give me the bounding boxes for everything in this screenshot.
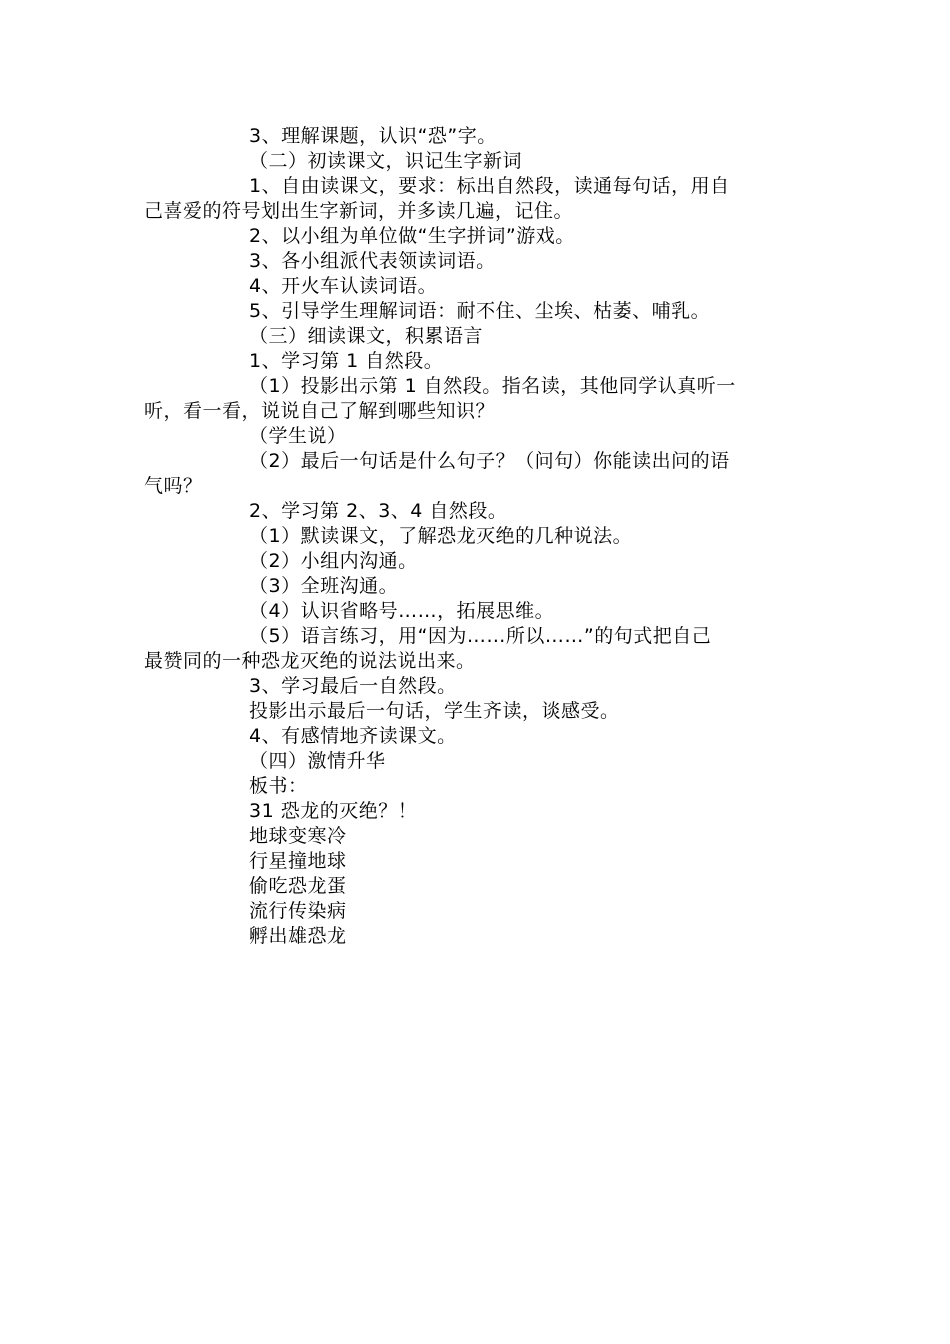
blackboard-item-3: 偷吃恐龙蛋 [249,875,347,897]
sub-item-3-class-talk: （3）全班沟通。 [249,575,399,597]
step-1-free-reading-cont: 己喜爱的符号划出生字新词，并多读几遍，记住。 [144,200,574,222]
blackboard-item-2: 行星撞地球 [249,850,347,872]
item-2-question-cont: 气吗？ [144,475,203,497]
blackboard-label: 板书： [249,775,308,797]
blackboard-item-5: 孵出雄恐龙 [249,925,347,947]
sub-item-4-ellipsis: （4）认识省略号……，拓展思维。 [249,600,555,622]
step-4-read-with-feeling: 4、有感情地齐读课文。 [249,725,457,747]
section-2-heading: （二）初读课文，识记生字新词 [249,150,523,172]
section-4-heading: （四）激情升华 [249,750,386,772]
study-paragraphs-2-4: 2、学习第 2、3、4 自然段。 [249,500,508,522]
item-1-projection-cont: 听，看一看，说说自己了解到哪些知识？ [144,400,496,422]
step-3-understand-title: 3、理解课题，认识“恐”字。 [249,125,497,147]
study-last-paragraph: 3、学习最后一自然段。 [249,675,457,697]
sub-item-5-language-practice: （5）语言练习，用“因为……所以……”的句式把自己 [249,625,712,647]
step-1-free-reading: 1、自由读课文，要求：标出自然段，读通每句话，用自 [249,175,730,197]
step-2-group-game: 2、以小组为单位做“生字拼词”游戏。 [249,225,575,247]
blackboard-title: 31 恐龙的灭绝？！ [249,800,418,822]
blackboard-item-1: 地球变寒冷 [249,825,347,847]
sub-item-2-group-talk: （2）小组内沟通。 [249,550,418,572]
projection-last-sentence: 投影出示最后一句话，学生齐读，谈感受。 [249,700,620,722]
step-4-train-reading: 4、开火车认读词语。 [249,275,438,297]
step-5-understand-words: 5、引导学生理解词语：耐不住、尘埃、枯萎、哺乳。 [249,300,711,322]
step-3-group-lead: 3、各小组派代表领读词语。 [249,250,496,272]
study-paragraph-1: 1、学习第 1 自然段。 [249,350,444,372]
blackboard-item-4: 流行传染病 [249,900,347,922]
section-3-heading: （三）细读课文，积累语言 [249,325,484,347]
item-2-question: （2）最后一句话是什么句子？（问句）你能读出问的语 [249,450,730,472]
students-speak: （学生说） [249,425,347,447]
sub-item-1-silent-read: （1）默读课文，了解恐龙灭绝的几种说法。 [249,525,633,547]
sub-item-5-language-practice-cont: 最赞同的一种恐龙灭绝的说法说出来。 [144,650,476,672]
item-1-projection: （1）投影出示第 1 自然段。指名读，其他同学认真听一 [249,375,736,397]
